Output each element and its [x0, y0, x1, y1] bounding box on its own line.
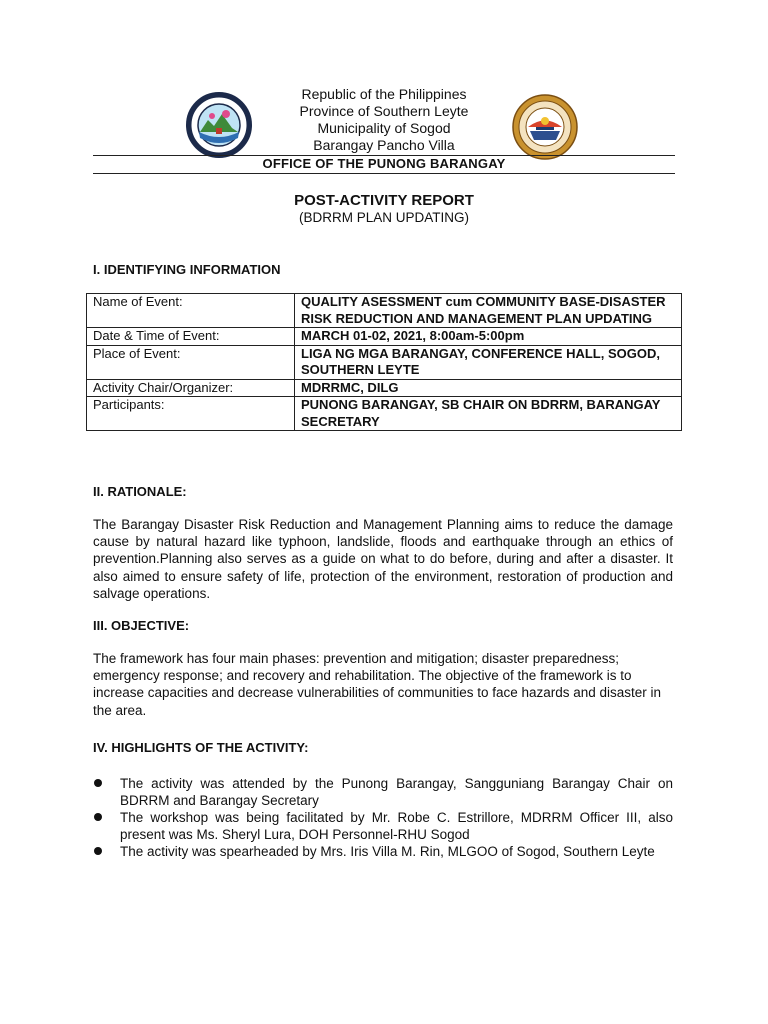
row-value: MARCH 01-02, 2021, 8:00am-5:00pm [295, 328, 682, 346]
row-label: Name of Event: [87, 294, 295, 328]
letterhead-line: Republic of the Philippines [301, 86, 467, 102]
section-heading-highlights: IV. HIGHLIGHTS OF THE ACTIVITY: [93, 740, 309, 755]
office-title: OFFICE OF THE PUNONG BARANGAY [262, 156, 506, 171]
table-row [87, 397, 682, 431]
list-item [93, 775, 673, 809]
list-item-text: The workshop was being facilitated by Mr. Robe C. Estrillore, MDRRM Officer III, also present was Ms. Sheryl Lura, DOH Personnel-RHU Sogod [120, 810, 673, 842]
report-subtitle: (BDRRM PLAN UPDATING) [298, 210, 469, 225]
row-value: QUALITY ASESSMENT cum COMMUNITY BASE-DISASTER RISK REDUCTION AND MANAGEMENT PLAN UPDATING [295, 294, 682, 328]
row-label: Place of Event: [87, 345, 295, 379]
list-item-text: The activity was spearheaded by Mrs. Iris Villa M. Rin, MLGOO of Sogod, Southern Leyte [120, 844, 655, 859]
section-heading-rationale: II. RATIONALE: [93, 484, 187, 499]
table-row [87, 294, 682, 328]
section-heading-objective: III. OBJECTIVE: [93, 618, 190, 633]
row-label: Date & Time of Event: [87, 328, 295, 346]
identifying-information-table [86, 293, 682, 431]
rationale-paragraph: The Barangay Disaster Risk Reduction and Management Planning aims to reduce the damage cause by natural hazard like typhoon, landslide, floods and earthquake through an ethics of prevention.Planning also serves as a guide on what to do before, during and after a disaster. It also aimed to ensure safety of life, protection of the environment, restoration of production and salvage operations. [93, 517, 673, 601]
row-value: LIGA NG MGA BARANGAY, CONFERENCE HALL, SOGOD, SOUTHERN LEYTE [295, 345, 682, 379]
row-value: PUNONG BARANGAY, SB CHAIR ON BDRRM, BARANGAY SECRETARY [295, 397, 682, 431]
report-title: POST-ACTIVITY REPORT [294, 192, 474, 209]
list-item-text: The activity was attended by the Punong Barangay, Sangguniang Barangay Chair on BDRRM and Barangay Secretary [120, 776, 673, 808]
header-rule-bottom [93, 173, 675, 174]
bullet-icon [94, 847, 102, 855]
row-label: Activity Chair/Organizer: [87, 379, 295, 397]
bullet-icon [94, 779, 102, 787]
highlights-list [93, 775, 673, 860]
letterhead-line: Municipality of Sogod [317, 120, 451, 136]
row-label: Participants: [87, 397, 295, 431]
table-row [87, 345, 682, 379]
table-row [87, 379, 682, 397]
list-item [93, 809, 673, 843]
row-value: MDRRMC, DILG [295, 379, 682, 397]
letterhead-line: Province of Southern Leyte [299, 103, 469, 119]
bullet-icon [94, 813, 102, 821]
section-heading-identifying-information: I. IDENTIFYING INFORMATION [93, 262, 281, 277]
list-item [93, 843, 673, 860]
letterhead-line: Barangay Pancho Villa [313, 137, 455, 153]
letterhead [0, 86, 768, 154]
table-row [87, 328, 682, 346]
objective-paragraph: The framework has four main phases: prevention and mitigation; disaster preparedness; emergency response; and recovery and rehabilitation. The objective of the framework is to increase capacities and decrease vulnerabilities of communities to face hazards and disaster in the area. [93, 651, 662, 718]
